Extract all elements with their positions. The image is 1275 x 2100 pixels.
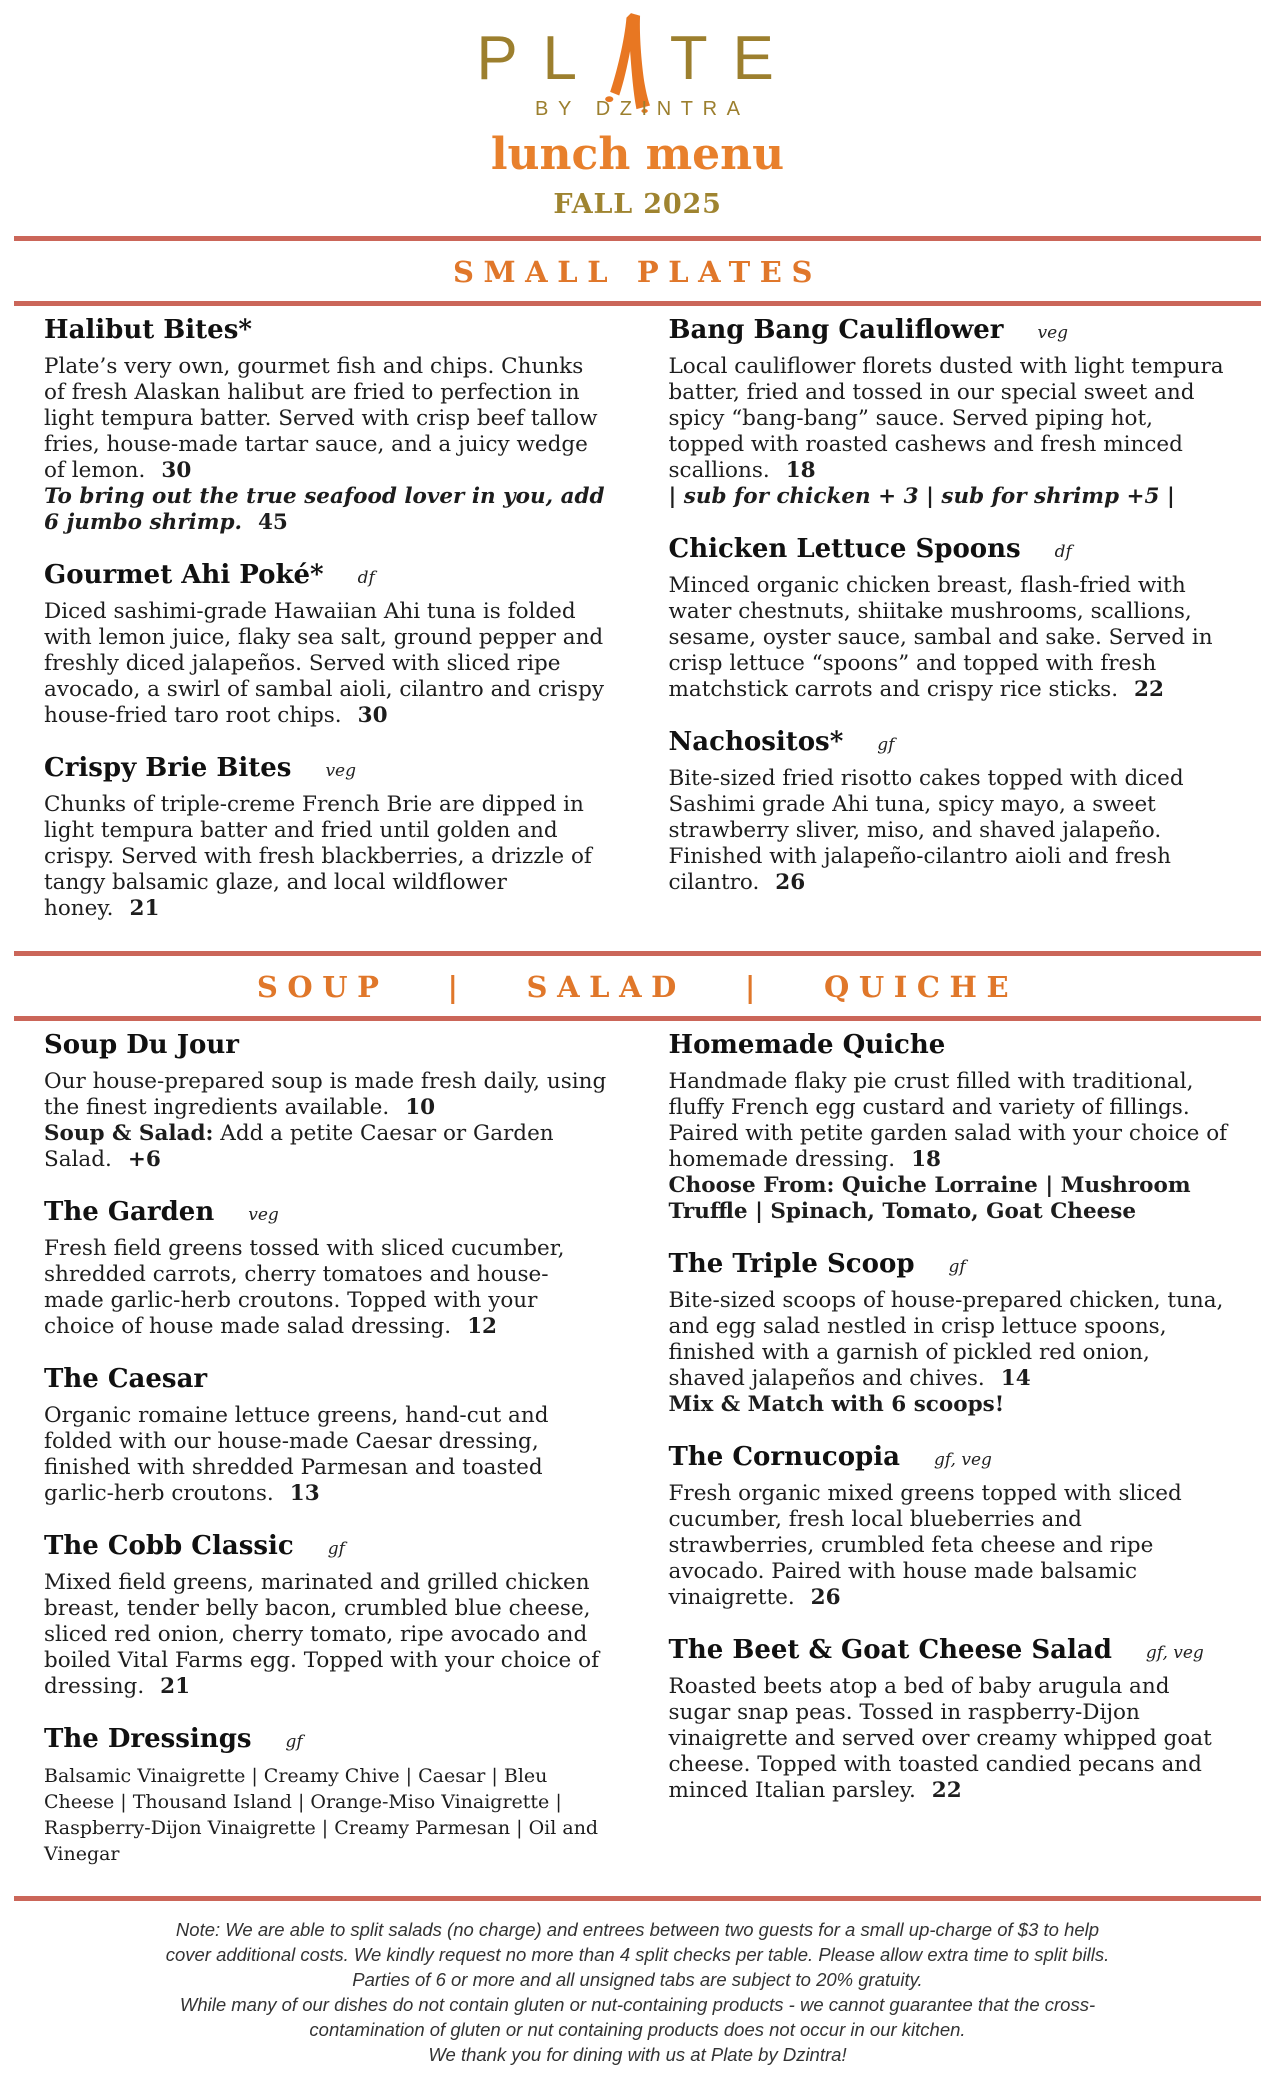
menu-item <box>669 1031 1232 1225</box>
item-description <box>44 1763 607 1867</box>
item-header <box>669 728 1232 758</box>
text-run: 12 <box>467 1313 498 1339</box>
text-run: Mixed field greens, marinated and grilled chicken breast, tender belly bacon, crumbled blue cheese, sliced red onion, cherry tomato, ripe avocado and boiled Vital Farms egg. Topped with your choice of dressing. <box>44 1569 600 1699</box>
diet-tag: df <box>357 568 375 589</box>
item-name: The Caesar <box>44 1363 208 1394</box>
diet-tag: df <box>1054 542 1072 563</box>
menu-header <box>0 0 1275 220</box>
item-header <box>44 316 607 346</box>
diet-tag: gf <box>285 1731 303 1752</box>
text-run: 30 <box>161 458 192 484</box>
item-header <box>669 1636 1232 1666</box>
menu-item <box>669 1636 1232 1804</box>
footer-line: cover additional costs. We kindly request no more than 4 split checks per table. Please allow extra time to split bills. <box>165 1943 1110 1965</box>
item-header <box>669 535 1232 565</box>
text-run: Bite-sized scoops of house-prepared chicken, tuna, and egg salad nestled in crisp lettuce spoons, finished with a garnish of pickled red onion, shaved jalapeños and chives. <box>668 1287 1224 1391</box>
section-small-plates <box>0 236 1275 951</box>
section-title: SOUP | SALAD | QUICHE <box>256 970 1019 1005</box>
item-header <box>669 1250 1232 1280</box>
item-header <box>44 754 607 784</box>
item-name: The Triple Scoop <box>668 1248 915 1279</box>
item-name: The Garden <box>44 1196 215 1227</box>
text-run: To bring out the true seafood lover in you, add 6 jumbo shrimp. <box>44 484 605 536</box>
footer-line: While many of our dishes do not contain gluten or nut-containing products - we cannot guarantee that the cross- <box>179 1993 1096 2015</box>
item-description <box>669 1069 1232 1225</box>
item-header <box>44 1365 607 1395</box>
diet-tag: gf, veg <box>933 1449 992 1470</box>
text-run: Fresh field greens tossed with sliced cucumber, shredded carrots, cherry tomatoes and house-made garlic-herb croutons. Topped with your choice of house made salad dressing. <box>44 1235 565 1339</box>
menu-item <box>669 1443 1232 1611</box>
diet-tag: gf <box>327 1538 345 1559</box>
left-column <box>44 316 607 947</box>
item-name: Soup Du Jour <box>44 1030 239 1061</box>
item-name: The Beet & Goat Cheese Salad <box>668 1634 1112 1665</box>
menu-item <box>669 728 1232 896</box>
item-name: Gourmet Ahi Poké* <box>44 560 324 591</box>
text-run: +6 <box>127 1146 161 1172</box>
item-name: Bang Bang Cauliflower <box>668 315 1004 346</box>
text-run: 26 <box>810 1584 841 1610</box>
section-soup-salad-quiche <box>0 951 1275 1895</box>
item-header <box>44 1532 607 1562</box>
item-description <box>44 792 607 922</box>
diet-tag: gf <box>877 735 895 756</box>
item-name: The Dressings <box>44 1723 252 1754</box>
diet-tag: veg <box>325 761 356 782</box>
text-run: Handmade flaky pie crust filled with traditional, fluffy French egg custard and variety of fillings. Paired with petite garden salad with your choice of homemade dressing. <box>668 1068 1228 1172</box>
menu-item <box>44 1725 607 1867</box>
text-run: 45 <box>257 510 288 536</box>
text-run: Plate’s very own, gourmet fish and chips. Chunks of fresh Alaskan halibut are fried to perfection in light tempura batter. Served with crisp beef tallow fries, house-made tartar sauce, and a juicy wedge of lemon. <box>44 354 598 484</box>
item-header <box>44 561 607 591</box>
item-description <box>44 1069 607 1173</box>
menu-item <box>44 1198 607 1340</box>
logo-text-left: PL <box>476 24 602 93</box>
menu-item <box>44 561 607 729</box>
diet-tag: veg <box>1037 323 1069 344</box>
item-header <box>669 1031 1232 1061</box>
text-run: Bite-sized fried risotto cakes topped with diced Sashimi grade Ahi tuna, spicy mayo, a sweet strawberry sliver, miso, and shaved jalapeño. Finished with jalapeño-cilantro aioli and fresh cilantro. <box>668 766 1184 896</box>
text-run: 18 <box>785 458 816 484</box>
item-description <box>669 1674 1232 1804</box>
section-columns <box>0 1021 1275 1895</box>
diet-tag: gf, veg <box>1145 1642 1204 1663</box>
item-name: Nachositos* <box>668 727 844 758</box>
item-name: Chicken Lettuce Spoons <box>668 534 1021 565</box>
text-run: Chunks of triple-creme French Brie are dipped in light tempura batter and fried until golden and crispy. Served with fresh blackberries, a drizzle of tangy balsamic glaze, and local wildflower honey. <box>44 792 592 922</box>
menu-item <box>44 316 607 536</box>
item-description <box>669 1288 1232 1418</box>
text-run: Mix & Match with 6 scoops! <box>668 1391 1005 1417</box>
item-header <box>669 1443 1232 1473</box>
right-column <box>669 316 1232 947</box>
diet-tag: gf <box>948 1256 966 1277</box>
item-description <box>669 573 1232 703</box>
item-description <box>669 1481 1232 1611</box>
item-name: The Cornucopia <box>668 1441 900 1472</box>
text-run: Choose From: Quiche Lorraine | Mushroom Truffle | Spinach, Tomato, Goat Cheese <box>668 1172 1191 1224</box>
item-name: Crispy Brie Bites <box>44 753 292 784</box>
text-run: 21 <box>129 896 160 922</box>
item-name: Homemade Quiche <box>668 1030 946 1061</box>
footer-line: contamination of gluten or nut containing products does not occur in our kitchen. <box>309 2019 966 2041</box>
menu-item <box>669 535 1232 703</box>
footer-line: We thank you for dining with us at Plate by Dzintra! <box>428 2044 847 2066</box>
diet-tag: veg <box>248 1204 279 1225</box>
item-name: The Cobb Classic <box>44 1530 294 1561</box>
text-run: Add a petite Caesar or Garden Salad. <box>44 1120 554 1172</box>
item-description <box>44 1236 607 1340</box>
text-run: Soup & Salad: <box>44 1120 214 1146</box>
text-run: 21 <box>160 1673 191 1699</box>
item-header <box>44 1725 607 1755</box>
text-run: 30 <box>357 703 388 729</box>
left-column <box>44 1031 607 1891</box>
logo-byline: BY DZINTRA <box>535 98 750 120</box>
item-description <box>44 1570 607 1700</box>
menu-item <box>44 1031 607 1173</box>
text-run: 22 <box>931 1777 962 1803</box>
logo <box>0 10 1275 93</box>
right-column <box>669 1031 1232 1891</box>
menu-item <box>44 1532 607 1700</box>
item-description <box>44 1403 607 1507</box>
season-label: FALL 2025 <box>553 189 722 221</box>
item-description <box>44 599 607 729</box>
section-columns <box>0 306 1275 951</box>
item-header <box>44 1031 607 1061</box>
text-run: Roasted beets atop a bed of baby arugula and sugar snap peas. Tossed in raspberry-Dijon vinaigrette and served over creamy whipped goat cheese. Topped with toasted candied pecans and minced Italian parsley. <box>668 1673 1212 1803</box>
text-run: 10 <box>405 1094 436 1120</box>
menu-item <box>669 1250 1232 1418</box>
text-run: Fresh organic mixed greens topped with sliced cucumber, fresh local blueberries and strawberries, crumbled feta cheese and ripe avocado. Paired with house made balsamic vinaigrette. <box>668 1480 1182 1610</box>
item-header <box>44 1198 607 1228</box>
text-run: Local cauliflower florets dusted with light tempura batter, fried and tossed in our special sweet and spicy “bang-bang” sauce. Served piping hot, topped with roasted cashews and fresh minced scallions. <box>668 354 1224 484</box>
menu-title: lunch menu <box>490 129 785 180</box>
text-run: 26 <box>775 870 806 896</box>
footer-line: Parties of 6 or more and all unsigned tabs are subject to 20% gratuity. <box>352 1968 923 1990</box>
text-run: Our house-prepared soup is made fresh daily, using the finest ingredients available. <box>44 1068 607 1120</box>
text-run: | sub for chicken + 3 | sub for shrimp +5 | <box>668 484 1175 510</box>
item-description <box>669 766 1232 896</box>
text-run: Minced organic chicken breast, flash-fried with water chestnuts, shiitake mushrooms, scallions, sesame, oyster sauce, sambal and sake. Served in crisp lettuce “spoons” and topped with fresh matchstick carrots and crispy rice sticks. <box>668 573 1213 703</box>
item-name: Halibut Bites* <box>44 315 252 346</box>
footer-line: Note: We are able to split salads (no charge) and entrees between two guests for a small up-charge of $3 to help <box>175 1918 1100 1940</box>
text-run: Organic romaine lettuce greens, hand-cut and folded with our house-made Caesar dressing, finished with shredded Parmesan and toasted garlic-herb croutons. <box>44 1402 549 1506</box>
item-header <box>669 316 1232 346</box>
item-description <box>44 354 607 536</box>
text-run: 22 <box>1134 677 1164 703</box>
text-run: Diced sashimi-grade Hawaiian Ahi tuna is folded with lemon juice, flaky sea salt, ground pepper and freshly diced jalapeños. Served with sliced ripe avocado, a swirl of sambal aioli, cilantro and crispy house-fried taro root chips. <box>44 599 604 729</box>
logo-text-right: TE <box>669 24 799 93</box>
text-run: Balsamic Vinaigrette | Creamy Chive | Caesar | Bleu Cheese | Thousand Island | Orange-Miso Vinaigrette | Raspberry-Dijon Vinaigrette | Creamy Parmesan | Oil and Vinegar <box>44 1764 599 1865</box>
menu-item <box>44 754 607 922</box>
text-run: 18 <box>911 1146 942 1172</box>
item-description <box>669 354 1232 510</box>
menu-item <box>44 1365 607 1507</box>
text-run: 13 <box>289 1480 320 1506</box>
menu-item <box>669 316 1232 510</box>
section-title: SMALL PLATES <box>452 255 822 290</box>
text-run: 14 <box>1000 1365 1031 1391</box>
footer-note <box>0 1901 1275 2068</box>
